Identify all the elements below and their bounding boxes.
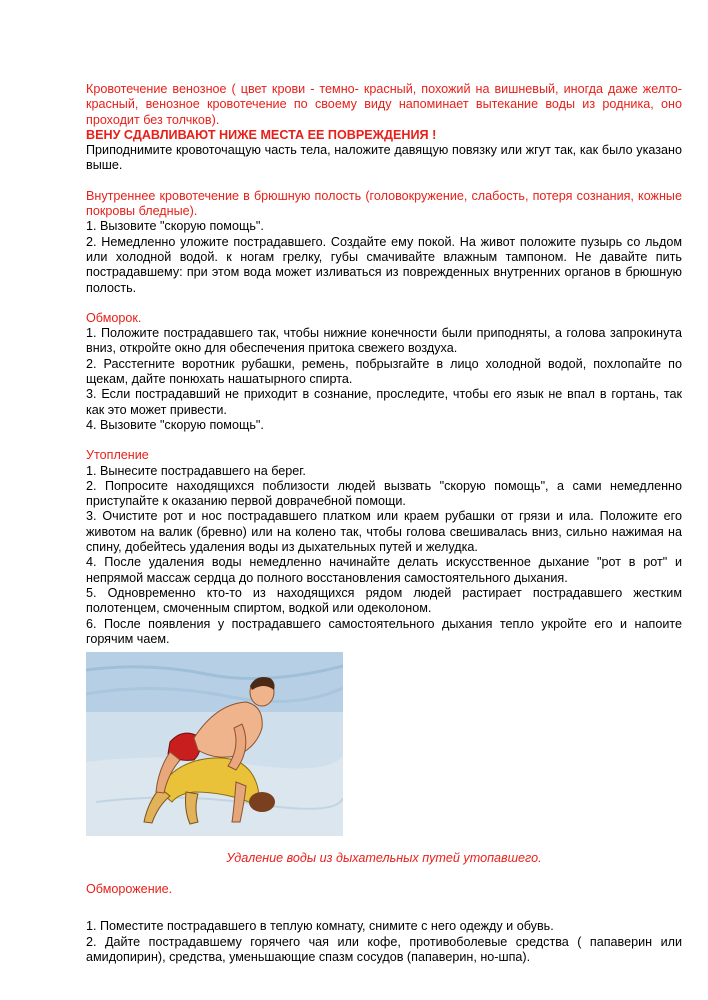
fainting-step: 3. Если пострадавший не приходит в сознание, проследите, чтобы его язык не впал в гортань, так как это может привести.: [86, 387, 682, 417]
main-text: [86, 82, 682, 647]
frostbite-heading: Обморожение.: [86, 882, 173, 896]
fainting-step: 4. Вызовите "скорую помощь".: [86, 417, 264, 432]
drowning-step: 3. Очистите рот и нос пострадавшего платком или краем рубашки от грязи и ила. Положите его животом на валик (бревно) или на колено так, чтобы голова свешивалась вниз, сильно нажимая на спину, добейтесь удаления воды из дыхательных путей и желудка.: [86, 509, 682, 555]
drowning-heading: Утопление: [86, 448, 149, 463]
frostbite-step: 2. Дайте пострадавшему горячего чая или кофе, противоболевые средства ( папаверин или амидопирин), средства, уменьшающие спазм сосудов (папаверин, но-шпа).: [86, 934, 682, 964]
venous-bleeding-heading: Кровотечение венозное ( цвет крови - темно- красный, похожий на вишневый, иногда даже желто-красный, венозное кровотечение по своему виду напоминает вытекание воды из родника, оно проходит без толчков).: [86, 82, 682, 127]
frostbite-step: 1. Поместите пострадавшего в теплую комнату, снимите с него одежду и обувь.: [86, 919, 554, 934]
figure-caption: Удаление воды из дыхательных путей утопавшего.: [226, 851, 542, 865]
fainting-step: 1. Положите пострадавшего так, чтобы нижние конечности были приподняты, а голова запрокинута вниз, откройте окно для обеспечения притока свежего воздуха.: [86, 326, 682, 356]
drowning-step: 1. Вынесите пострадавшего на берег.: [86, 463, 306, 478]
drowning-step: 5. Одновременно кто-то из находящихся рядом людей растирает пострадавшего жестким полотенцем, смоченным спиртом, водкой или одеколоном.: [86, 585, 682, 616]
internal-step: 2. Немедленно уложите пострадавшего. Создайте ему покой. На живот положите пузырь со льдом или холодной водой. к ногам грелку, губы смачивайте влажным тампоном. Не давайте пить пострадавшему: при этом вода может изливаться из поврежденных внутренних органов в брюшную полость.: [86, 234, 682, 295]
venous-bleeding-text: Приподнимите кровоточащую часть тела, наложите давящую повязку или жгут так, как было указано выше.: [86, 143, 682, 173]
drowning-rescue-illustration: [86, 652, 343, 836]
internal-step: 1. Вызовите "скорую помощь".: [86, 219, 264, 234]
venous-bleeding-warning: ВЕНУ СДАВЛИВАЮТ НИЖЕ МЕСТА ЕЕ ПОВРЕЖДЕНИЯ !: [86, 127, 437, 142]
fainting-heading: Обморок.: [86, 310, 142, 325]
drowning-step: 6. После появления у пострадавшего самостоятельного дыхания тепло укройте его и напоите горячим чаем.: [86, 616, 682, 646]
frostbite-section: [86, 882, 682, 965]
internal-bleeding-heading: Внутреннее кровотечение в брюшную полость (головокружение, слабость, потеря сознания, кожные покровы бледные).: [86, 188, 682, 219]
drowning-step: 4. После удаления воды немедленно начинайте делать искусственное дыхание "рот в рот" и непрямой массаж сердца до полного восстановления самостоятельного дыхания.: [86, 555, 682, 585]
drowning-step: 2. Попросите находящихся поблизости людей вызвать "скорую помощь", а сами немедленно приступайте к оказанию первой доврачебной помощи.: [86, 478, 682, 509]
fainting-step: 2. Расстегните воротник рубашки, ремень, побрызгайте в лицо холодной водой, похлопайте по щекам, дайте понюхать нашатырного спирта.: [86, 356, 682, 387]
